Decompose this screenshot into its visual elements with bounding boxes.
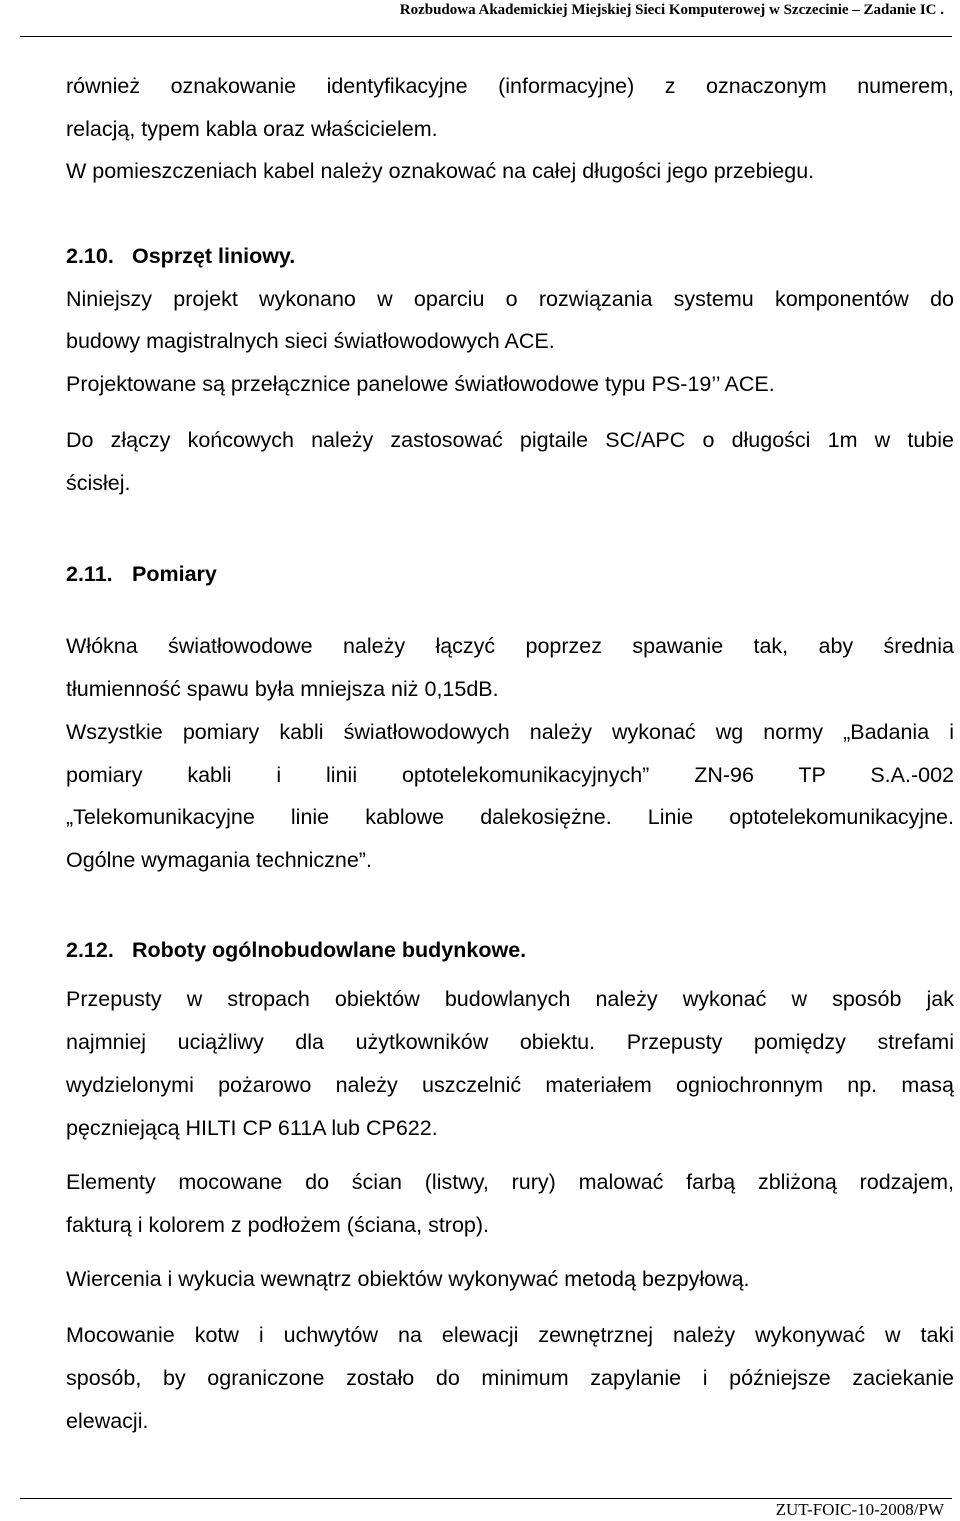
s212-p4-line-2: sposób, by ograniczone zostało do minimum zapylanie i późniejsze zaciekanie bbox=[66, 1366, 954, 1390]
section-title: Osprzęt liniowy. bbox=[132, 244, 296, 268]
section-number: 2.12. bbox=[66, 938, 114, 962]
section-title: Roboty ogólnobudowlane budynkowe. bbox=[132, 938, 527, 962]
s210-p1-line-1: Niniejszy projekt wykonano w oparciu o rozwiązania systemu komponentów do bbox=[66, 287, 954, 311]
footer-code: ZUT-FOIC-10-2008/PW bbox=[775, 1500, 944, 1519]
intro-line-3: W pomieszczeniach kabel należy oznakować na całej długości jego przebiegu. bbox=[66, 159, 815, 183]
page-footer bbox=[20, 1498, 952, 1519]
section-2-10-heading bbox=[66, 243, 295, 269]
s210-p3-line-2: ścisłej. bbox=[66, 471, 131, 495]
s211-p2-line-3: „Telekomunikacyjne linie kablowe dalekosiężne. Linie optotelekomunikacyjne. bbox=[66, 805, 954, 829]
s212-p1-line-2: najmniej uciążliwy dla użytkowników obiektu. Przepusty pomiędzy strefami bbox=[66, 1030, 954, 1054]
s210-p2: Projektowane są przełącznice panelowe światłowodowe typu PS-19’’ ACE. bbox=[66, 372, 775, 396]
s211-p1-line-1: Włókna światłowodowe należy łączyć poprzez spawanie tak, aby średnia bbox=[66, 634, 954, 658]
s212-p1-line-3: wydzielonymi pożarowo należy uszczelnić materiałem ogniochronnym np. masą bbox=[66, 1073, 954, 1097]
s212-p1-line-4: pęczniejącą HILTI CP 611A lub CP622. bbox=[66, 1116, 438, 1140]
section-2-12-heading bbox=[66, 937, 526, 963]
s210-p3-line-1: Do złączy końcowych należy zastosować pigtaile SC/APC o długości 1m w tubie bbox=[66, 428, 954, 452]
section-number: 2.11. bbox=[66, 562, 113, 586]
s212-p1-line-1: Przepusty w stropach obiektów budowlanych należy wykonać w sposób jak bbox=[66, 987, 954, 1011]
section-2-11-heading bbox=[66, 561, 217, 587]
s211-p2-line-1: Wszystkie pomiary kabli światłowodowych należy wykonać wg normy „Badania i bbox=[66, 720, 954, 744]
section-title: Pomiary bbox=[132, 562, 217, 586]
s212-p2-line-1: Elementy mocowane do ścian (listwy, rury) malować farbą zbliżoną rodzajem, bbox=[66, 1170, 954, 1194]
intro-line-2: relacją, typem kabla oraz właścicielem. bbox=[66, 117, 438, 141]
section-number: 2.10. bbox=[66, 244, 114, 268]
s212-p3: Wiercenia i wykucia wewnątrz obiektów wykonywać metodą bezpyłową. bbox=[66, 1267, 750, 1291]
page-header bbox=[20, 0, 952, 37]
s212-p4-line-1: Mocowanie kotw i uchwytów na elewacji zewnętrznej należy wykonywać w taki bbox=[66, 1323, 954, 1347]
s210-p1-line-2: budowy magistralnych sieci światłowodowych ACE. bbox=[66, 329, 555, 353]
intro-line-1: również oznakowanie identyfikacyjne (informacyjne) z oznaczonym numerem, bbox=[66, 74, 954, 98]
s211-p1-line-2: tłumienność spawu była mniejsza niż 0,15dB. bbox=[66, 677, 499, 701]
s211-p2-line-2: pomiary kabli i linii optotelekomunikacyjnych” ZN-96 TP S.A.-002 bbox=[66, 763, 954, 787]
s212-p4-line-3: elewacji. bbox=[66, 1409, 149, 1433]
s211-p2-line-4: Ogólne wymagania techniczne”. bbox=[66, 848, 372, 872]
s212-p2-line-2: fakturą i kolorem z podłożem (ściana, strop). bbox=[66, 1213, 489, 1237]
header-title: Rozbudowa Akademickiej Miejskiej Sieci Komputerowej w Szczecinie – Zadanie IC . bbox=[399, 2, 944, 18]
